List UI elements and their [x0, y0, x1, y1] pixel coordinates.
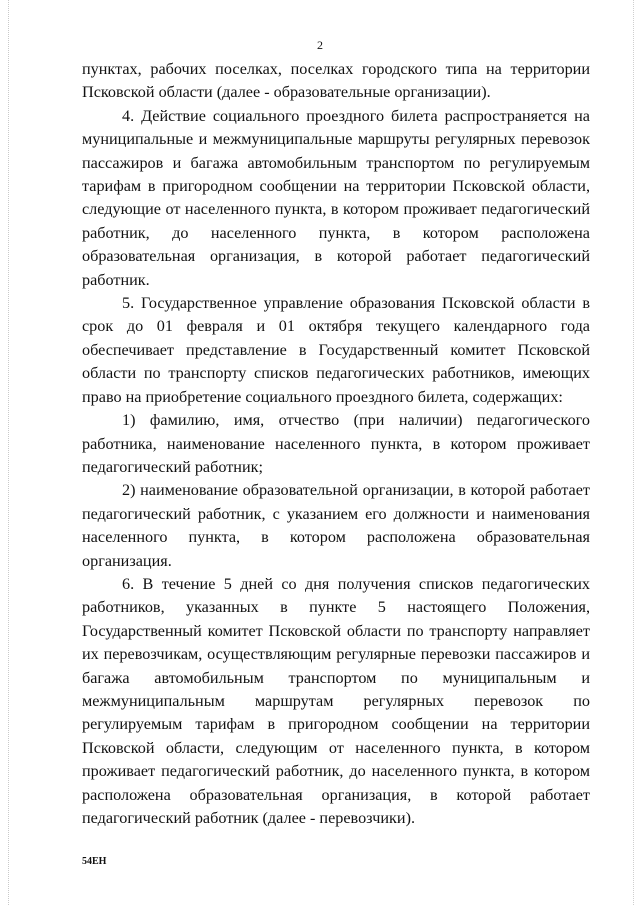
paragraph-subitem-1: 1) фамилию, имя, отчество (при наличии) педагогического работника, наименование населенного пункта, в котором проживает педагогический работник;	[82, 411, 590, 476]
document-body	[82, 58, 590, 830]
scan-edge-right	[633, 0, 634, 905]
scan-edge-left	[8, 0, 9, 905]
footer-document-code: 54ЕН	[82, 856, 107, 867]
paragraph-item-5: 5. Государственное управление образования Псковской области в срок до 01 февраля и 01 октября текущего календарного года обеспечивает представление в Государственный комитет Псковской области по транспорту списков педагогических работников, имеющих право на приобретение социального проездного билета, содержащих:	[82, 294, 590, 406]
paragraph-item-6: 6. В течение 5 дней со дня получения списков педагогических работников, указанных в пункте 5 настоящего Положения, Государственный комитет Псковской области по транспорту направляет их перевозчикам, осуществляющим регулярные перевозки пассажиров и багажа автомобильным транспортом по муниципальным и межмуниципальным маршрутам регулярных перевозок по регулируемым тарифам в пригородном сообщении на территории Псковской области, следующим от населенного пункта, в котором проживает педагогический работник, до населенного пункта, в котором расположена образовательная организация, в которой работает педагогический работник (далее - перевозчики).	[82, 574, 590, 827]
paragraph-item-4: 4. Действие социального проездного билета распространяется на муниципальные и межмуниципальные маршруты регулярных перевозок пассажиров и багажа автомобильным транспортом по регулируемым тарифам в пригородном сообщении на территории Псковской области, следующие от населенного пункта, в котором проживает педагогический работник, до населенного пункта, в котором расположена образовательная организация, в которой работает педагогический работник.	[82, 106, 590, 289]
paragraph-continuation: пунктах, рабочих поселках, поселках городского типа на территории Псковской области (далее - образовательные организации).	[82, 60, 590, 102]
paragraph-subitem-2: 2) наименование образовательной организации, в которой работает педагогический работник, с указанием его должности и наименования населенного пункта, в котором расположена образовательная организация.	[82, 481, 590, 570]
page-number: 2	[317, 38, 323, 52]
